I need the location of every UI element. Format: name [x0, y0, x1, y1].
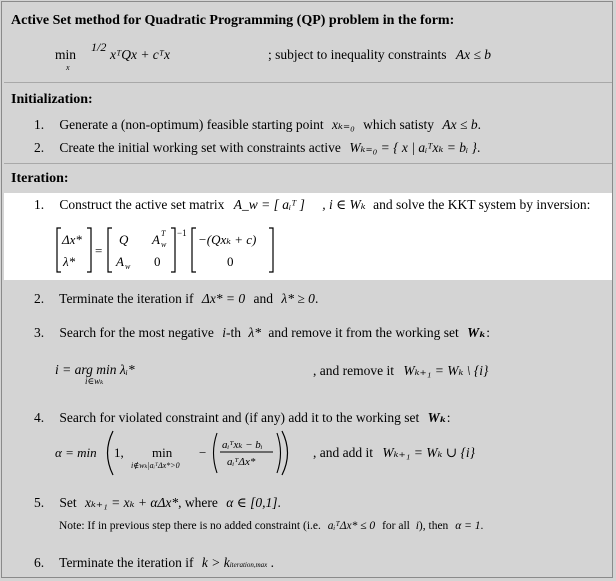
step-1-num: 1.: [34, 197, 45, 212]
note-i: i: [415, 520, 419, 532]
kkt-lhs-dx: Δx*: [62, 232, 82, 247]
matrix-right-bracket: [171, 228, 175, 272]
step-1-text2: and solve the KKT system by inversion:: [373, 197, 591, 212]
qp-constraint: Ax ≤ b: [455, 47, 491, 62]
qp-half: 1/2: [91, 40, 107, 54]
init-item-1-end: .: [477, 117, 481, 132]
step-3-num: 3.: [34, 325, 45, 340]
alpha-inner-min: min: [152, 445, 173, 460]
step-3-text4: , and remove it: [313, 363, 394, 378]
step-4-num: 4.: [34, 410, 45, 425]
kkt-m21: A: [116, 254, 124, 269]
note-dot: .: [480, 520, 484, 532]
right-paren: [282, 431, 288, 475]
kkt-m11: Q: [119, 232, 129, 247]
kkt-equals: =: [95, 243, 103, 258]
document-frame: [1, 1, 613, 578]
step-4-text2: , and add it: [313, 445, 373, 460]
step-3-argmin: i = arg min λᵢ*: [55, 362, 135, 377]
qp-min: min: [55, 47, 77, 62]
step-6-num: 6.: [34, 555, 45, 570]
alpha-minus: −: [199, 445, 207, 460]
step-3-math4: Wₖ₊₁ = Wₖ \ {i}: [403, 363, 489, 378]
rhs-left-bracket: [192, 228, 196, 272]
step-3-math: i: [222, 325, 226, 340]
step-1-math: A_w = [ aᵢᵀ ]: [233, 197, 305, 212]
kkt-rhs-2: 0: [227, 254, 234, 269]
step-2-math2: λ* ≥ 0: [281, 291, 315, 306]
step-6-math: k > k: [201, 555, 230, 570]
kkt-m12-sup: T: [161, 229, 166, 238]
step-5: [34, 495, 281, 511]
step-3-math3: Wₖ: [467, 325, 487, 340]
step-5-text: Set: [59, 495, 77, 510]
step-6-math-sub: iteration,max: [229, 561, 268, 569]
separator: [4, 163, 612, 164]
document-title: Active Set method for Quadratic Programming (QP) problem in the form:: [11, 13, 455, 28]
step-3: [34, 325, 490, 341]
qp-constraint-line: [268, 47, 491, 63]
step-3-remove: [313, 363, 488, 379]
kkt-m22: 0: [154, 254, 161, 269]
step-2-text: Terminate the iteration if: [59, 291, 194, 306]
frac-left-paren: [214, 433, 218, 473]
step-5-math2: α ∈ [0,1]: [226, 495, 278, 510]
init-item-1-math2: Ax ≤ b: [442, 117, 478, 132]
step-3-math2: λ*: [248, 325, 261, 340]
iter-heading: Iteration:: [11, 171, 69, 186]
step-1-text: Construct the active set matrix: [59, 197, 225, 212]
left-paren: [108, 431, 114, 475]
step-3-end: :: [486, 325, 490, 340]
step-2-end: .: [314, 291, 319, 306]
step-4-text: Search for violated constraint and (if any) add it to the working set: [59, 410, 420, 425]
init-item-1: [34, 117, 481, 133]
step-2-math: Δx* = 0: [201, 291, 246, 306]
alpha-min: α = min: [55, 445, 97, 460]
qp-min-sub: x: [66, 63, 70, 72]
frac-numerator: aᵢᵀxₖ − bᵢ: [222, 439, 263, 451]
step-6: [34, 555, 274, 571]
note-end: ), then: [418, 520, 449, 532]
step-4-alpha-formula: [55, 428, 295, 478]
kkt-system: [55, 226, 280, 274]
frac-right-paren: [277, 433, 281, 473]
step-5-end: .: [277, 495, 281, 510]
alpha-one: 1,: [114, 445, 124, 460]
step-4-math2: Wₖ₊₁ = Wₖ ∪ {i}: [382, 445, 476, 460]
note-text: Note: If in previous step there is no added constraint (i.e.: [59, 520, 321, 532]
step-1: [34, 197, 590, 213]
step-6-end: .: [270, 555, 275, 570]
step-3-argmin-sub: i∈wₖ: [85, 376, 104, 386]
note-math: aᵢᵀΔx* ≤ 0: [327, 520, 376, 532]
step-3-formula: [55, 362, 135, 386]
init-item-2-num: 2.: [34, 140, 45, 155]
step-5-math: xₖ₊₁ = xₖ + αΔx*: [85, 495, 179, 510]
step-3-text2: -th: [225, 325, 241, 340]
step-4: [34, 410, 451, 426]
step-5-num: 5.: [34, 495, 45, 510]
step-5-text2: , where: [178, 495, 218, 510]
separator: [4, 82, 612, 83]
step-4-add: [313, 445, 475, 461]
kkt-m21-sub: w: [125, 262, 131, 271]
qp-subject-text: ; subject to inequality constraints: [268, 47, 447, 62]
matrix-left-bracket: [108, 228, 112, 272]
step-6-text: Terminate the iteration if: [59, 555, 194, 570]
init-item-1-math: xₖ₌₀: [332, 117, 355, 132]
kkt-lhs-lambda: λ*: [63, 254, 76, 269]
kkt-inverse: −1: [177, 228, 187, 238]
note-mid: for all: [382, 520, 410, 532]
step-4-math: Wₖ: [427, 410, 447, 425]
init-item-1-num: 1.: [34, 117, 45, 132]
kkt-rhs-1: −(Qxₖ + c): [198, 232, 257, 247]
alpha-min-sub: i∉wₖ|aᵢᵀΔx*>0: [131, 461, 180, 470]
init-item-2-end: .: [476, 140, 481, 155]
init-heading: Initialization:: [11, 92, 93, 107]
step-2-num: 2.: [34, 291, 45, 306]
qp-objective: xᵀQx + cᵀx: [110, 47, 171, 62]
init-item-1-text: Generate a (non-optimum) feasible starting point: [59, 117, 324, 132]
step-1-math2: , i ∈ Wₖ: [322, 197, 366, 212]
frac-denominator: aᵢᵀΔx*: [227, 456, 256, 468]
init-item-2-math: Wₖ₌₀ = { x | aᵢᵀxₖ = bᵢ }: [349, 140, 477, 155]
step-5-note: [59, 520, 483, 532]
step-3-text3: and remove it from the working set: [268, 325, 459, 340]
init-item-2-text: Create the initial working set with constraints active: [59, 140, 341, 155]
step-3-text: Search for the most negative: [59, 325, 214, 340]
kkt-m12: A: [152, 232, 160, 247]
step-2: [34, 291, 318, 307]
rhs-right-bracket: [269, 228, 273, 272]
lhs-left-bracket: [57, 228, 61, 272]
init-item-2: [34, 140, 480, 156]
step-4-end: :: [446, 410, 451, 425]
step-2-and: and: [253, 291, 274, 306]
kkt-m12-sub: w: [161, 240, 167, 249]
note-math2: α = 1: [455, 520, 481, 532]
init-item-1-text2: which satisty: [363, 117, 435, 132]
lhs-right-bracket: [87, 228, 91, 272]
